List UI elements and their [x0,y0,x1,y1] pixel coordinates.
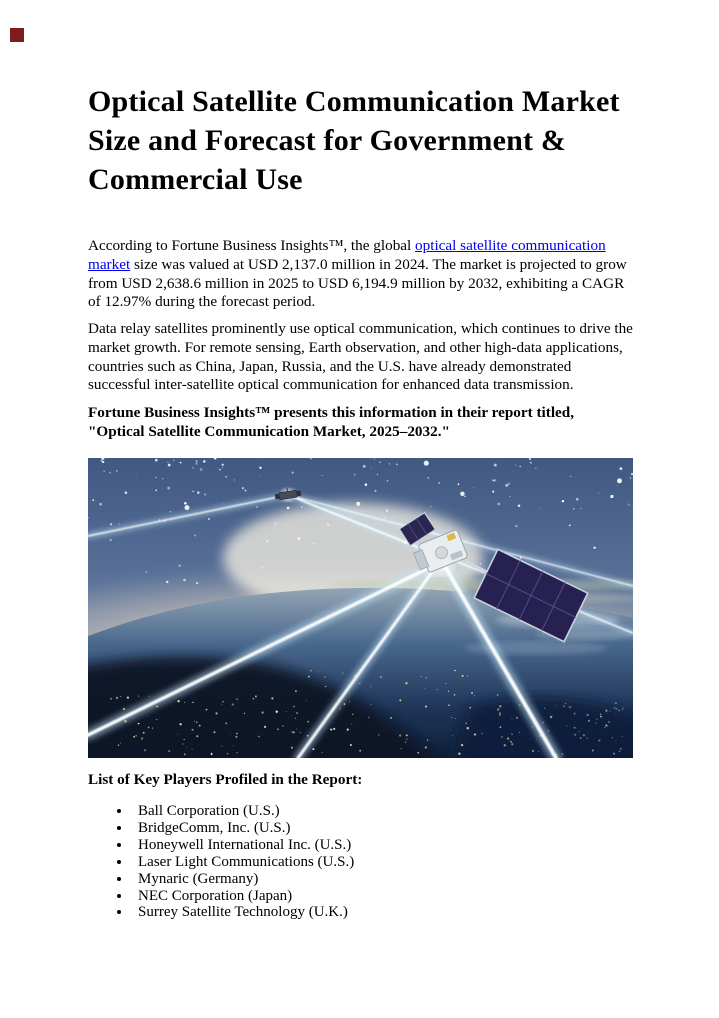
key-players-heading: List of Key Players Profiled in the Report: [88,771,363,788]
intro-text-after-link: size was valued at USD 2,137.0 million in 2024. The market is projected to grow from USD 2,638.6 million in 2025 to USD 6,194.9 million by 2032, exhibiting a CAGR of 12.97% during the forecast period. [88,255,627,311]
list-item: • Surrey Satellite Technology (U.K.) [132,904,652,921]
list-item: • Honeywell International Inc. (U.S.) [132,837,652,854]
intro-text-before-link: According to Fortune Business Insights™, the global [88,237,416,254]
list-item: • Ball Corporation (U.S.) [132,803,652,820]
market-report-link[interactable]: optical satellite communication market [88,237,606,273]
market-drivers-paragraph: Data relay satellites prominently use optical communication, which continues to drive the market growth. For remote sensing, Earth observation, and other high-data applications, countries such as China, Japan, Russia, and the U.S. have already demonstrated successful inter-satellite optical communication for enhanced data transmission. [88,320,633,394]
hero-image [88,458,633,758]
list-item: • Laser Light Communications (U.S.) [132,854,652,871]
list-item: • NEC Corporation (Japan) [132,888,652,905]
list-item: • BridgeComm, Inc. (U.S.) [132,820,652,837]
key-players-list [88,803,652,921]
intro-paragraph [88,237,634,312]
list-item: • Mynaric (Germany) [132,871,652,888]
page-corner-marker [10,28,24,42]
article-title: Optical Satellite Communication Market Size and Forecast for Government & Commercial Use [88,85,620,196]
report-title-paragraph: Fortune Business Insights™ presents this information in their report titled, "Optical Satellite Communication Market, 2025–2032." [88,404,575,440]
satellite-illustration [88,458,633,758]
